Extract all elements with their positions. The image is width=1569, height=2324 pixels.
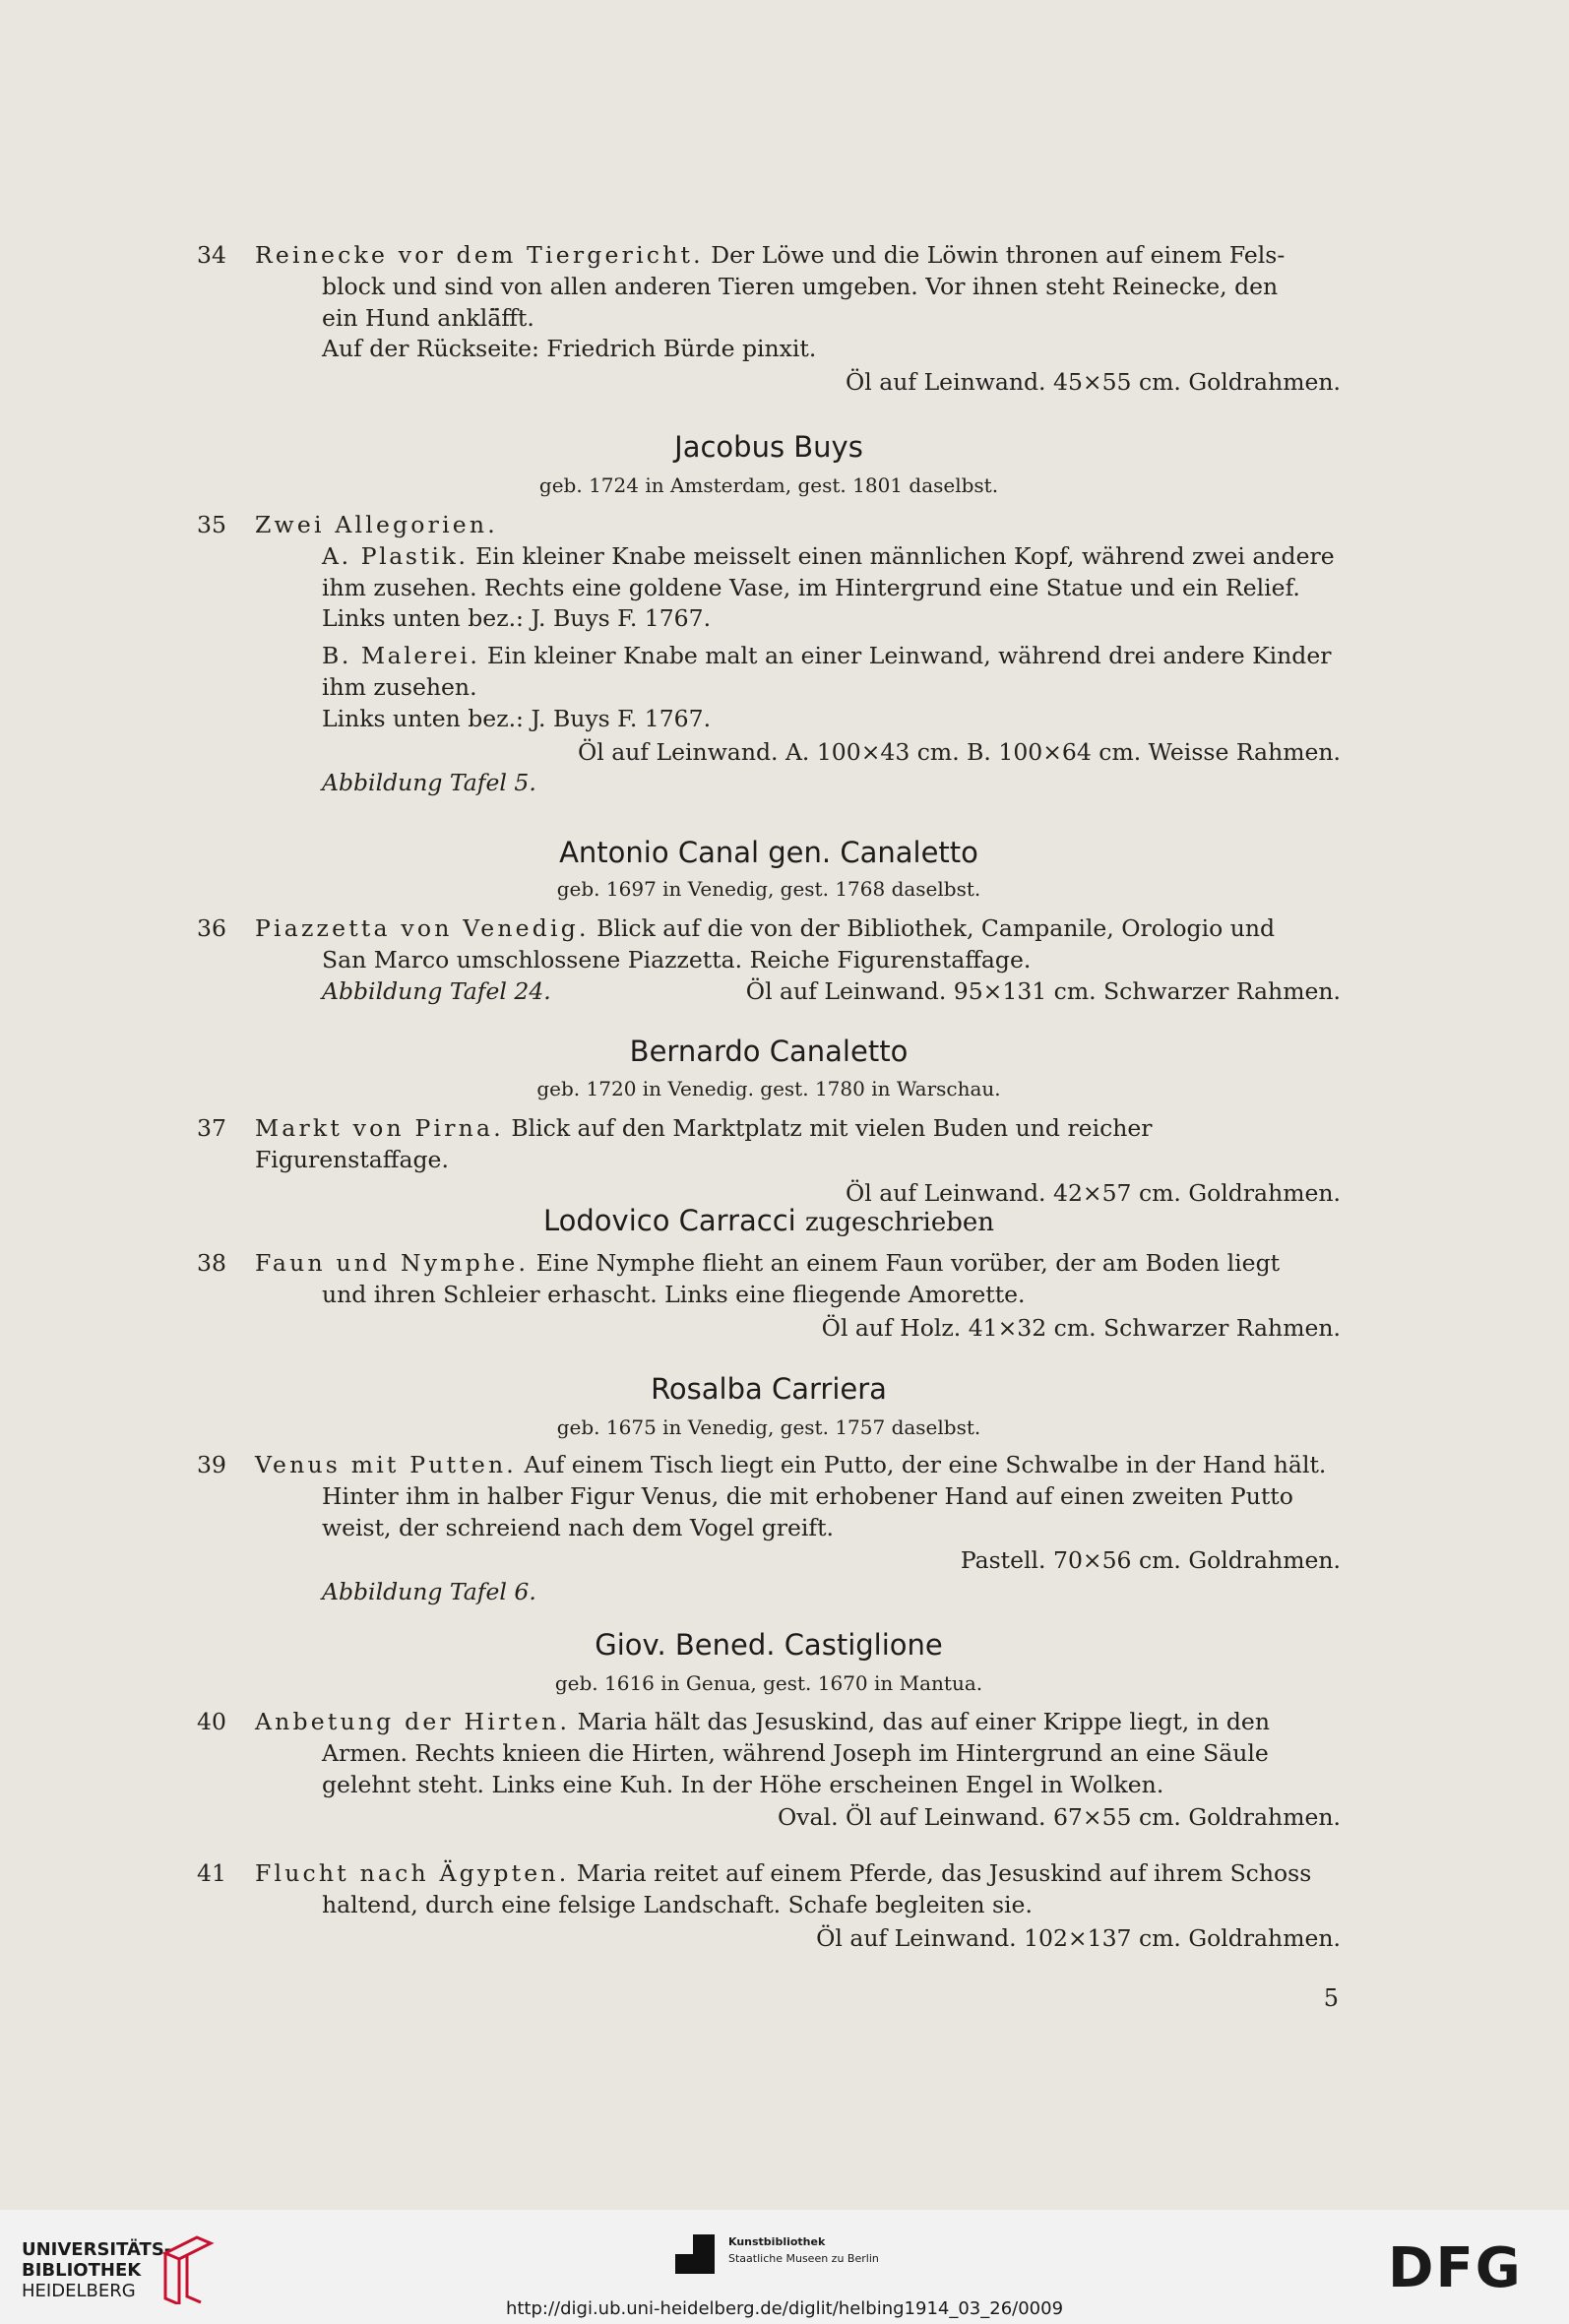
entry-text: weist, der schreiend nach dem Vogel greift. bbox=[322, 1513, 835, 1541]
entry-text: Blick auf den Marktplatz mit vielen Buden und reicher Figurenstaffage. bbox=[255, 1114, 1153, 1173]
entry-text: Maria hält das Jesuskind, das auf einer Krippe liegt, in den bbox=[577, 1708, 1270, 1735]
entry-text: ihm zusehen. bbox=[322, 672, 477, 701]
entry-text: haltend, durch eine felsige Landschaft. Schafe begleiten sie. bbox=[322, 1890, 1033, 1918]
entry-text: ihm zusehen. Rechts eine goldene Vase, im Hintergrund eine Statue und ein Relief. bbox=[322, 573, 1300, 601]
entry-details: Öl auf Leinwand. 102×137 cm. Goldrahmen. bbox=[816, 1923, 1341, 1952]
entry-text: Der Löwe und die Löwin thronen auf einem Fels- bbox=[711, 241, 1286, 269]
library-name[interactable] bbox=[22, 2239, 171, 2301]
library-name-line: UNIVERSITÄTS- bbox=[22, 2239, 172, 2260]
entry-number: 40 bbox=[197, 1708, 226, 1735]
artist-note: zugeschrieben bbox=[804, 1208, 994, 1237]
entry-text: Blick auf die von der Bibliothek, Campanile, Orologio und bbox=[596, 914, 1276, 942]
source-url-link[interactable]: http://digi.ub.uni-heidelberg.de/diglit/helbing1914_03_26/0009 bbox=[505, 2298, 1064, 2319]
artist-name: Jacobus Buys bbox=[674, 430, 863, 464]
entry-text: Ein kleiner Knabe meisselt einen männlichen Kopf, während zwei andere bbox=[475, 541, 1335, 570]
catalog-entry-40 bbox=[197, 1707, 1341, 1834]
entry-text: Links unten bez.: J. Buys F. 1767. bbox=[322, 604, 712, 633]
entry-number: 37 bbox=[197, 1114, 226, 1142]
entry-number: 39 bbox=[197, 1451, 226, 1478]
entry-text: block und sind von allen anderen Tieren umgeben. Vor ihnen steht Reinecke, den bbox=[322, 272, 1279, 300]
entry-text: Auf der Rückseite: Friedrich Bürde pinxit. bbox=[322, 335, 817, 363]
artist-name: Giov. Bened. Castiglione bbox=[595, 1628, 943, 1662]
catalog-entry-39 bbox=[197, 1450, 1341, 1608]
entry-number: 38 bbox=[197, 1249, 226, 1277]
entry-text: und ihren Schleier erhascht. Links eine fliegende Amorette. bbox=[322, 1280, 1026, 1308]
entry-text: Auf einem Tisch liegt ein Putto, der eine Schwalbe in der Hand hält. bbox=[524, 1451, 1327, 1478]
entry-text: ein Hund anklä̈fft. bbox=[322, 303, 534, 332]
entry-details: Öl auf Leinwand. 95×131 cm. Schwarzer Rahmen. bbox=[745, 976, 1341, 1005]
artist-life: geb. 1616 in Genua, gest. 1670 in Mantua. bbox=[554, 1671, 983, 1695]
illustration-ref: Abbildung Tafel 6. bbox=[322, 1578, 536, 1606]
catalog-entry-35 bbox=[197, 510, 1341, 799]
entry-number: 36 bbox=[197, 914, 226, 942]
kunstbibliothek-label bbox=[728, 2233, 879, 2267]
entry-details: Öl auf Leinwand. 42×57 cm. Goldrahmen. bbox=[846, 1178, 1341, 1207]
entry-text: gelehnt steht. Links eine Kuh. In der Höhe erscheinen Engel in Wolken. bbox=[322, 1770, 1164, 1798]
entry-text: Hinter ihm in halber Figur Venus, die mit erhobener Hand auf einen zweiten Putto bbox=[322, 1481, 1293, 1510]
entry-details: Pastell. 70×56 cm. Goldrahmen. bbox=[960, 1546, 1341, 1575]
artist-heading bbox=[197, 1203, 1341, 1240]
entry-title: Faun und Nymphe. bbox=[255, 1249, 530, 1277]
footer-bar bbox=[0, 2210, 1569, 2324]
library-name-line: BIBLIOTHEK bbox=[22, 2260, 142, 2281]
entry-title: Flucht nach Ägypten. bbox=[255, 1859, 570, 1887]
kb-title: Kunstbibliothek bbox=[728, 2235, 826, 2248]
sub-label: A. Plastik. bbox=[322, 541, 469, 570]
entry-title: Venus mit Putten. bbox=[255, 1451, 517, 1478]
artist-life: geb. 1724 in Amsterdam, gest. 1801 daselbst. bbox=[538, 473, 999, 497]
artist-life: geb. 1720 in Venedig. gest. 1780 in Warschau. bbox=[536, 1077, 1001, 1100]
entry-text: Maria reitet auf einem Pferde, das Jesuskind auf ihrem Schoss bbox=[576, 1859, 1312, 1887]
entry-text: Eine Nymphe flieht an einem Faun vorüber, der am Boden liegt bbox=[535, 1249, 1281, 1277]
entry-title: Anbetung der Hirten. bbox=[255, 1708, 571, 1735]
entry-details: Öl auf Leinwand. A. 100×43 cm. B. 100×64 cm. Weisse Rahmen. bbox=[577, 737, 1341, 766]
entry-number: 41 bbox=[197, 1859, 226, 1887]
entry-number: 35 bbox=[197, 511, 226, 538]
artist-name: Antonio Canal gen. Canaletto bbox=[559, 836, 978, 869]
library-name-line: HEIDELBERG bbox=[22, 2281, 136, 2301]
entry-text: Links unten bez.: J. Buys F. 1767. bbox=[322, 704, 712, 732]
artist-name: Lodovico Carracci bbox=[543, 1204, 796, 1237]
catalog-entry-36 bbox=[197, 913, 1341, 1007]
artist-life: geb. 1675 in Venedig, gest. 1757 daselbst. bbox=[556, 1415, 981, 1439]
sub-label: B. Malerei. bbox=[322, 642, 480, 670]
artist-name: Bernardo Canaletto bbox=[629, 1035, 909, 1068]
entry-text: Ein kleiner Knabe malt an einer Leinwand, während drei andere Kinder bbox=[486, 642, 1332, 670]
entry-details: Öl auf Leinwand. 45×55 cm. Goldrahmen. bbox=[846, 368, 1341, 397]
artist-life: geb. 1697 in Venedig, gest. 1768 daselbst. bbox=[556, 877, 981, 901]
entry-title: Reinecke vor dem Tiergericht. bbox=[255, 241, 704, 269]
catalog-entry-37 bbox=[197, 1113, 1341, 1209]
illustration-ref: Abbildung Tafel 24. bbox=[322, 976, 551, 1005]
page-number: 5 bbox=[1323, 1984, 1339, 2012]
entry-details: Öl auf Holz. 41×32 cm. Schwarzer Rahmen. bbox=[821, 1313, 1341, 1342]
catalog-entry-34 bbox=[197, 240, 1341, 399]
catalog-entry-38 bbox=[197, 1248, 1341, 1344]
catalog-entry-41 bbox=[197, 1858, 1341, 1954]
entry-text: San Marco umschlossene Piazzetta. Reiche Figurenstaffage. bbox=[322, 945, 1032, 974]
entry-details: Oval. Öl auf Leinwand. 67×55 cm. Goldrahmen. bbox=[778, 1803, 1341, 1832]
kb-subtitle: Staatliche Museen zu Berlin bbox=[728, 2252, 879, 2265]
entry-title: Zwei Allegorien. bbox=[255, 511, 498, 538]
dfg-logo[interactable]: DFG bbox=[1388, 2236, 1523, 2300]
artist-name: Rosalba Carriera bbox=[651, 1372, 887, 1406]
library-logo-icon[interactable] bbox=[157, 2233, 219, 2304]
illustration-ref: Abbildung Tafel 5. bbox=[322, 769, 536, 797]
entry-title: Markt von Pirna. bbox=[255, 1114, 504, 1142]
entry-number: 34 bbox=[197, 241, 226, 269]
entry-title: Piazzetta von Venedig. bbox=[255, 914, 590, 942]
entry-text: Armen. Rechts knieen die Hirten, während Joseph im Hintergrund an eine Säule bbox=[322, 1738, 1269, 1767]
kunstbibliothek-logo-icon[interactable] bbox=[673, 2232, 717, 2276]
